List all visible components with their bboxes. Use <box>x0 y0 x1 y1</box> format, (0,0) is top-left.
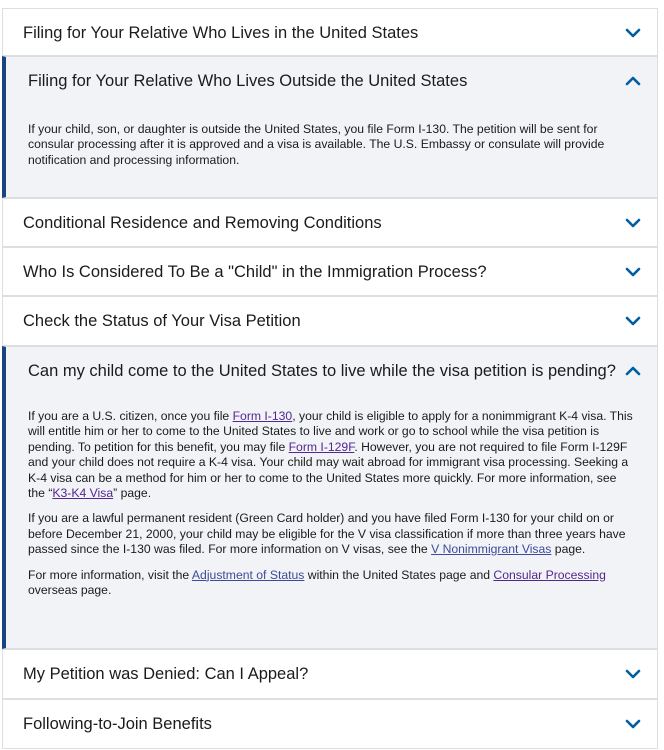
accordion-item-relative-in-us <box>2 8 658 56</box>
form-i129f-link[interactable]: Form I-129F <box>288 439 355 454</box>
adjustment-of-status-link[interactable]: Adjustment of Status <box>191 567 305 582</box>
chevron-up-icon[interactable] <box>623 71 643 91</box>
accordion-item-check-status <box>2 296 658 346</box>
paragraph-text: , your child is eligible to apply for a nonimmigrant K-4 visa. This will entitle him or her to come to the United States to live and work or go to school while the visa petition is pending. To petition for this benefit, you may file <box>28 409 633 454</box>
paragraph-text: page. <box>551 542 586 557</box>
form-i130-link[interactable]: Form I-130 <box>232 409 293 423</box>
paragraph-text: For more information, visit the <box>28 567 192 582</box>
paragraph-text: If you are a U.S. citizen, once you file <box>28 409 233 423</box>
accordion-header-child-come-to-us[interactable] <box>6 347 657 395</box>
accordion-header-petition-denied[interactable] <box>3 650 657 698</box>
chevron-down-icon[interactable] <box>623 23 643 43</box>
accordion-title: Filing for Your Relative Who Lives in the United States <box>23 24 419 42</box>
accordion-header-relative-outside-us[interactable] <box>6 57 657 105</box>
accordion-item-conditional-residence <box>2 198 658 247</box>
accordion-item-petition-denied <box>2 649 658 699</box>
accordion-item-following-to-join <box>2 699 658 749</box>
accordion-content <box>28 122 633 178</box>
chevron-down-icon[interactable] <box>623 714 643 734</box>
v-nonimmigrant-visas-link[interactable]: V Nonimmigrant Visas <box>431 542 552 557</box>
paragraph-text: within the United States page and <box>304 567 494 582</box>
accordion-title: Conditional Residence and Removing Conditions <box>23 214 382 232</box>
accordion-title: My Petition was Denied: Can I Appeal? <box>23 665 309 683</box>
k3-k4-visa-link[interactable]: K3-K4 Visa <box>52 486 114 501</box>
content-paragraph: If your child, son, or daughter is outside the United States, you file Form I-130. The petition will be sent for consular processing after it is approved and a visa is available. The U.S. Embassy or consulate will provide notification and processing information. <box>28 122 605 167</box>
chevron-up-icon[interactable] <box>623 361 643 381</box>
content-paragraph <box>28 409 633 501</box>
chevron-down-icon[interactable] <box>623 262 643 282</box>
accordion-item-child-come-to-us <box>2 346 658 649</box>
accordion-header-following-to-join[interactable] <box>3 700 657 748</box>
content-paragraph <box>28 568 633 599</box>
paragraph-text: overseas page. <box>28 583 112 598</box>
accordion-header-relative-in-us[interactable] <box>3 9 657 57</box>
accordion-content <box>28 409 633 608</box>
accordion-title: Filing for Your Relative Who Lives Outside the United States <box>28 72 468 90</box>
accordion-header-who-is-child[interactable] <box>3 248 657 296</box>
accordion-title: Who Is Considered To Be a "Child" in the Immigration Process? <box>23 263 487 281</box>
accordion-header-check-status[interactable] <box>3 297 657 345</box>
paragraph-text: If you are a lawful permanent resident (Green Card holder) and you have filed Form I-130 for your child on or before December 21, 2000, your child may be eligible for the V visa classification if more than three years have passed since the I-130 was filed. For more information on V visas, see the <box>28 511 626 557</box>
chevron-down-icon[interactable] <box>623 311 643 331</box>
content-paragraph <box>28 511 633 557</box>
accordion-header-conditional-residence[interactable] <box>3 199 657 247</box>
accordion-title: Can my child come to the United States to live while the visa petition is pending? <box>28 362 616 380</box>
consular-processing-link[interactable]: Consular Processing <box>493 567 606 582</box>
accordion-item-who-is-child <box>2 247 658 296</box>
chevron-down-icon[interactable] <box>623 213 643 233</box>
paragraph-text: . However, you are not required to file Form I-129F and your child does not require a K-4 visa. Your child may wait abroad for immigrant visa processing. Seeking a K-4 visa can be a method for him or her to come to the United States more quickly. For more information, see the “ <box>28 439 629 501</box>
paragraph-text: ” page. <box>113 486 152 501</box>
accordion-title: Check the Status of Your Visa Petition <box>23 312 301 330</box>
chevron-down-icon[interactable] <box>623 664 643 684</box>
accordion-item-relative-outside-us <box>2 56 658 198</box>
accordion-title: Following-to-Join Benefits <box>23 715 212 733</box>
